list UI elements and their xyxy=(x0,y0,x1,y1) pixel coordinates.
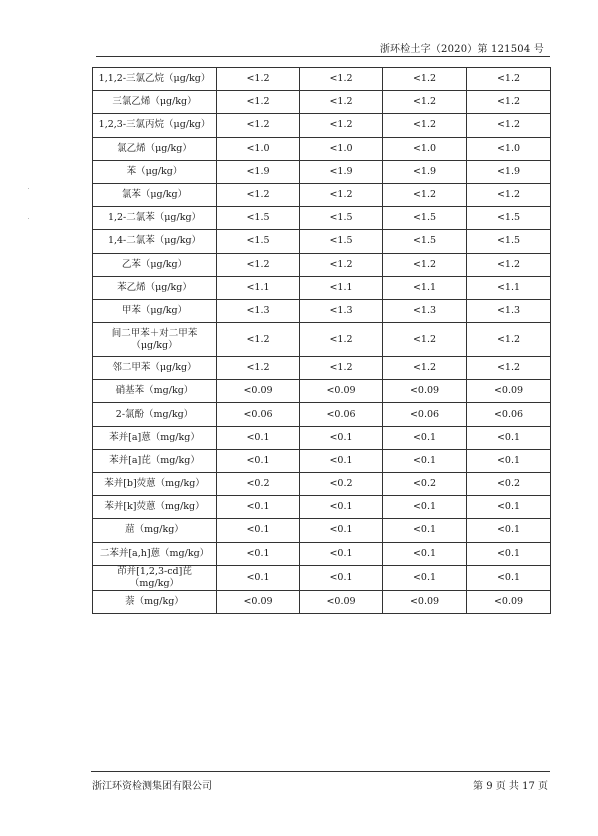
result-value-cell: <1.0 xyxy=(217,137,300,160)
result-value-cell: <0.1 xyxy=(467,449,551,472)
table-row xyxy=(93,299,551,322)
result-value-cell: <0.09 xyxy=(300,590,383,613)
table-row xyxy=(93,276,551,299)
result-value-cell: <1.9 xyxy=(383,160,467,183)
table-row xyxy=(93,207,551,230)
table-row xyxy=(93,68,551,91)
result-value-cell: <1.5 xyxy=(383,230,467,253)
result-value-cell: <0.1 xyxy=(217,519,300,542)
result-value-cell: <1.2 xyxy=(217,91,300,114)
result-value-cell: <0.09 xyxy=(300,380,383,403)
result-value-cell: <0.1 xyxy=(300,449,383,472)
result-value-cell: <1.2 xyxy=(467,323,551,357)
result-value-cell: <1.2 xyxy=(383,323,467,357)
table-row xyxy=(93,137,551,160)
table-row xyxy=(93,323,551,357)
result-value-cell: <0.1 xyxy=(383,565,467,590)
result-value-cell: <1.2 xyxy=(300,323,383,357)
result-value-cell: <0.1 xyxy=(217,449,300,472)
result-value-cell: <1.2 xyxy=(383,114,467,137)
results-table xyxy=(92,67,551,614)
result-value-cell: <0.1 xyxy=(300,542,383,565)
result-value-cell: <0.1 xyxy=(300,565,383,590)
result-value-cell: <0.06 xyxy=(467,403,551,426)
result-value-cell: <1.2 xyxy=(467,357,551,380)
result-value-cell: <1.5 xyxy=(467,230,551,253)
analyte-name-cell: 二苯并[a,h]蒽（mg/kg） xyxy=(93,542,217,565)
result-value-cell: <0.09 xyxy=(217,380,300,403)
analyte-name-cell: 间二甲苯＋对二甲苯（μg/kg） xyxy=(93,323,217,357)
analyte-name-cell: 1,2-二氯苯（μg/kg） xyxy=(93,207,217,230)
result-value-cell: <0.1 xyxy=(467,496,551,519)
table-row xyxy=(93,160,551,183)
report-number: 浙环检土字（2020）第 121504 号 xyxy=(379,44,544,55)
analyte-name-cell: 萘（mg/kg） xyxy=(93,590,217,613)
result-value-cell: <0.06 xyxy=(300,403,383,426)
result-value-cell: <0.1 xyxy=(383,542,467,565)
result-value-cell: <1.3 xyxy=(467,299,551,322)
result-value-cell: <1.2 xyxy=(467,114,551,137)
result-value-cell: <1.9 xyxy=(300,160,383,183)
table-row xyxy=(93,519,551,542)
analyte-name-cell: 䓛（mg/kg） xyxy=(93,519,217,542)
result-value-cell: <1.5 xyxy=(383,207,467,230)
result-value-cell: <0.2 xyxy=(300,473,383,496)
table-row xyxy=(93,590,551,613)
analyte-name-cell: 苯并[a]芘（mg/kg） xyxy=(93,449,217,472)
result-value-cell: <1.5 xyxy=(467,207,551,230)
results-table-body xyxy=(93,68,551,614)
result-value-cell: <1.5 xyxy=(217,230,300,253)
result-value-cell: <1.2 xyxy=(383,68,467,91)
analyte-name-cell: 1,1,2-三氯乙烷（μg/kg） xyxy=(93,68,217,91)
analyte-name-cell: 苯乙烯（μg/kg） xyxy=(93,276,217,299)
result-value-cell: <0.2 xyxy=(467,473,551,496)
analyte-name-cell: 氯乙烯（μg/kg） xyxy=(93,137,217,160)
analyte-name-cell: 茚并[1,2,3-cd]芘（mg/kg） xyxy=(93,565,217,590)
table-row xyxy=(93,380,551,403)
result-value-cell: <0.2 xyxy=(217,473,300,496)
result-value-cell: <0.1 xyxy=(300,496,383,519)
page-number: 第 9 页 共 17 页 xyxy=(473,781,548,792)
result-value-cell: <0.09 xyxy=(383,380,467,403)
analyte-name-cell: 乙苯（μg/kg） xyxy=(93,253,217,276)
result-value-cell: <1.2 xyxy=(300,253,383,276)
result-value-cell: <1.2 xyxy=(467,68,551,91)
result-value-cell: <1.2 xyxy=(217,323,300,357)
company-name: 浙江环资检测集团有限公司 xyxy=(92,781,212,792)
result-value-cell: <1.2 xyxy=(383,357,467,380)
result-value-cell: <1.3 xyxy=(383,299,467,322)
analyte-name-cell: 邻二甲苯（μg/kg） xyxy=(93,357,217,380)
result-value-cell: <1.1 xyxy=(467,276,551,299)
table-row xyxy=(93,496,551,519)
analyte-name-cell: 苯（μg/kg） xyxy=(93,160,217,183)
analyte-name-cell: 苯并[k]荧蒽（mg/kg） xyxy=(93,496,217,519)
result-value-cell: <1.0 xyxy=(383,137,467,160)
result-value-cell: <0.1 xyxy=(467,426,551,449)
result-value-cell: <1.2 xyxy=(300,114,383,137)
analyte-name-cell: 1,4-二氯苯（μg/kg） xyxy=(93,230,217,253)
table-row xyxy=(93,114,551,137)
result-value-cell: <1.2 xyxy=(217,183,300,206)
footer-divider xyxy=(91,771,550,772)
result-value-cell: <1.1 xyxy=(383,276,467,299)
result-value-cell: <0.1 xyxy=(467,565,551,590)
result-value-cell: <1.2 xyxy=(300,183,383,206)
result-value-cell: <0.2 xyxy=(383,473,467,496)
result-value-cell: <0.1 xyxy=(217,565,300,590)
result-value-cell: <0.1 xyxy=(217,496,300,519)
table-row xyxy=(93,542,551,565)
table-row xyxy=(93,565,551,590)
result-value-cell: <0.06 xyxy=(217,403,300,426)
result-value-cell: <1.2 xyxy=(383,91,467,114)
result-value-cell: <1.2 xyxy=(217,357,300,380)
analyte-name-cell: 2-氯酚（mg/kg） xyxy=(93,403,217,426)
result-value-cell: <0.1 xyxy=(300,426,383,449)
analyte-name-cell: 苯并[b]荧蒽（mg/kg） xyxy=(93,473,217,496)
result-value-cell: <1.2 xyxy=(300,357,383,380)
result-value-cell: <1.3 xyxy=(300,299,383,322)
table-row xyxy=(93,473,551,496)
result-value-cell: <1.9 xyxy=(467,160,551,183)
result-value-cell: <1.2 xyxy=(300,91,383,114)
result-value-cell: <1.5 xyxy=(300,207,383,230)
result-value-cell: <0.09 xyxy=(467,590,551,613)
scan-speck xyxy=(28,188,29,189)
result-value-cell: <1.2 xyxy=(383,183,467,206)
table-row xyxy=(93,403,551,426)
table-row xyxy=(93,426,551,449)
result-value-cell: <1.0 xyxy=(300,137,383,160)
result-value-cell: <1.2 xyxy=(467,183,551,206)
table-row xyxy=(93,253,551,276)
result-value-cell: <1.1 xyxy=(217,276,300,299)
result-value-cell: <1.2 xyxy=(217,114,300,137)
table-row xyxy=(93,357,551,380)
result-value-cell: <1.2 xyxy=(300,68,383,91)
table-row xyxy=(93,183,551,206)
result-value-cell: <0.1 xyxy=(467,519,551,542)
analyte-name-cell: 甲苯（μg/kg） xyxy=(93,299,217,322)
result-value-cell: <0.1 xyxy=(383,426,467,449)
result-value-cell: <1.2 xyxy=(217,68,300,91)
result-value-cell: <1.3 xyxy=(217,299,300,322)
result-value-cell: <0.09 xyxy=(383,590,467,613)
result-value-cell: <0.1 xyxy=(300,519,383,542)
analyte-name-cell: 1,2,3-三氯丙烷（μg/kg） xyxy=(93,114,217,137)
result-value-cell: <0.09 xyxy=(217,590,300,613)
result-value-cell: <0.1 xyxy=(383,449,467,472)
analyte-name-cell: 硝基苯（mg/kg） xyxy=(93,380,217,403)
table-row xyxy=(93,230,551,253)
result-value-cell: <0.1 xyxy=(217,426,300,449)
header-divider xyxy=(96,56,550,57)
result-value-cell: <1.5 xyxy=(217,207,300,230)
result-value-cell: <1.9 xyxy=(217,160,300,183)
result-value-cell: <0.1 xyxy=(467,542,551,565)
result-value-cell: <1.2 xyxy=(217,253,300,276)
result-value-cell: <0.09 xyxy=(467,380,551,403)
result-value-cell: <1.2 xyxy=(467,91,551,114)
analyte-name-cell: 苯并[a]蒽（mg/kg） xyxy=(93,426,217,449)
result-value-cell: <0.1 xyxy=(217,542,300,565)
result-value-cell: <0.1 xyxy=(383,496,467,519)
scan-speck xyxy=(28,218,29,219)
result-value-cell: <0.1 xyxy=(383,519,467,542)
analyte-name-cell: 三氯乙烯（μg/kg） xyxy=(93,91,217,114)
analyte-name-cell: 氯苯（μg/kg） xyxy=(93,183,217,206)
result-value-cell: <1.2 xyxy=(383,253,467,276)
table-row xyxy=(93,449,551,472)
table-row xyxy=(93,91,551,114)
result-value-cell: <1.1 xyxy=(300,276,383,299)
result-value-cell: <1.0 xyxy=(467,137,551,160)
result-value-cell: <1.5 xyxy=(300,230,383,253)
result-value-cell: <0.06 xyxy=(383,403,467,426)
result-value-cell: <1.2 xyxy=(467,253,551,276)
